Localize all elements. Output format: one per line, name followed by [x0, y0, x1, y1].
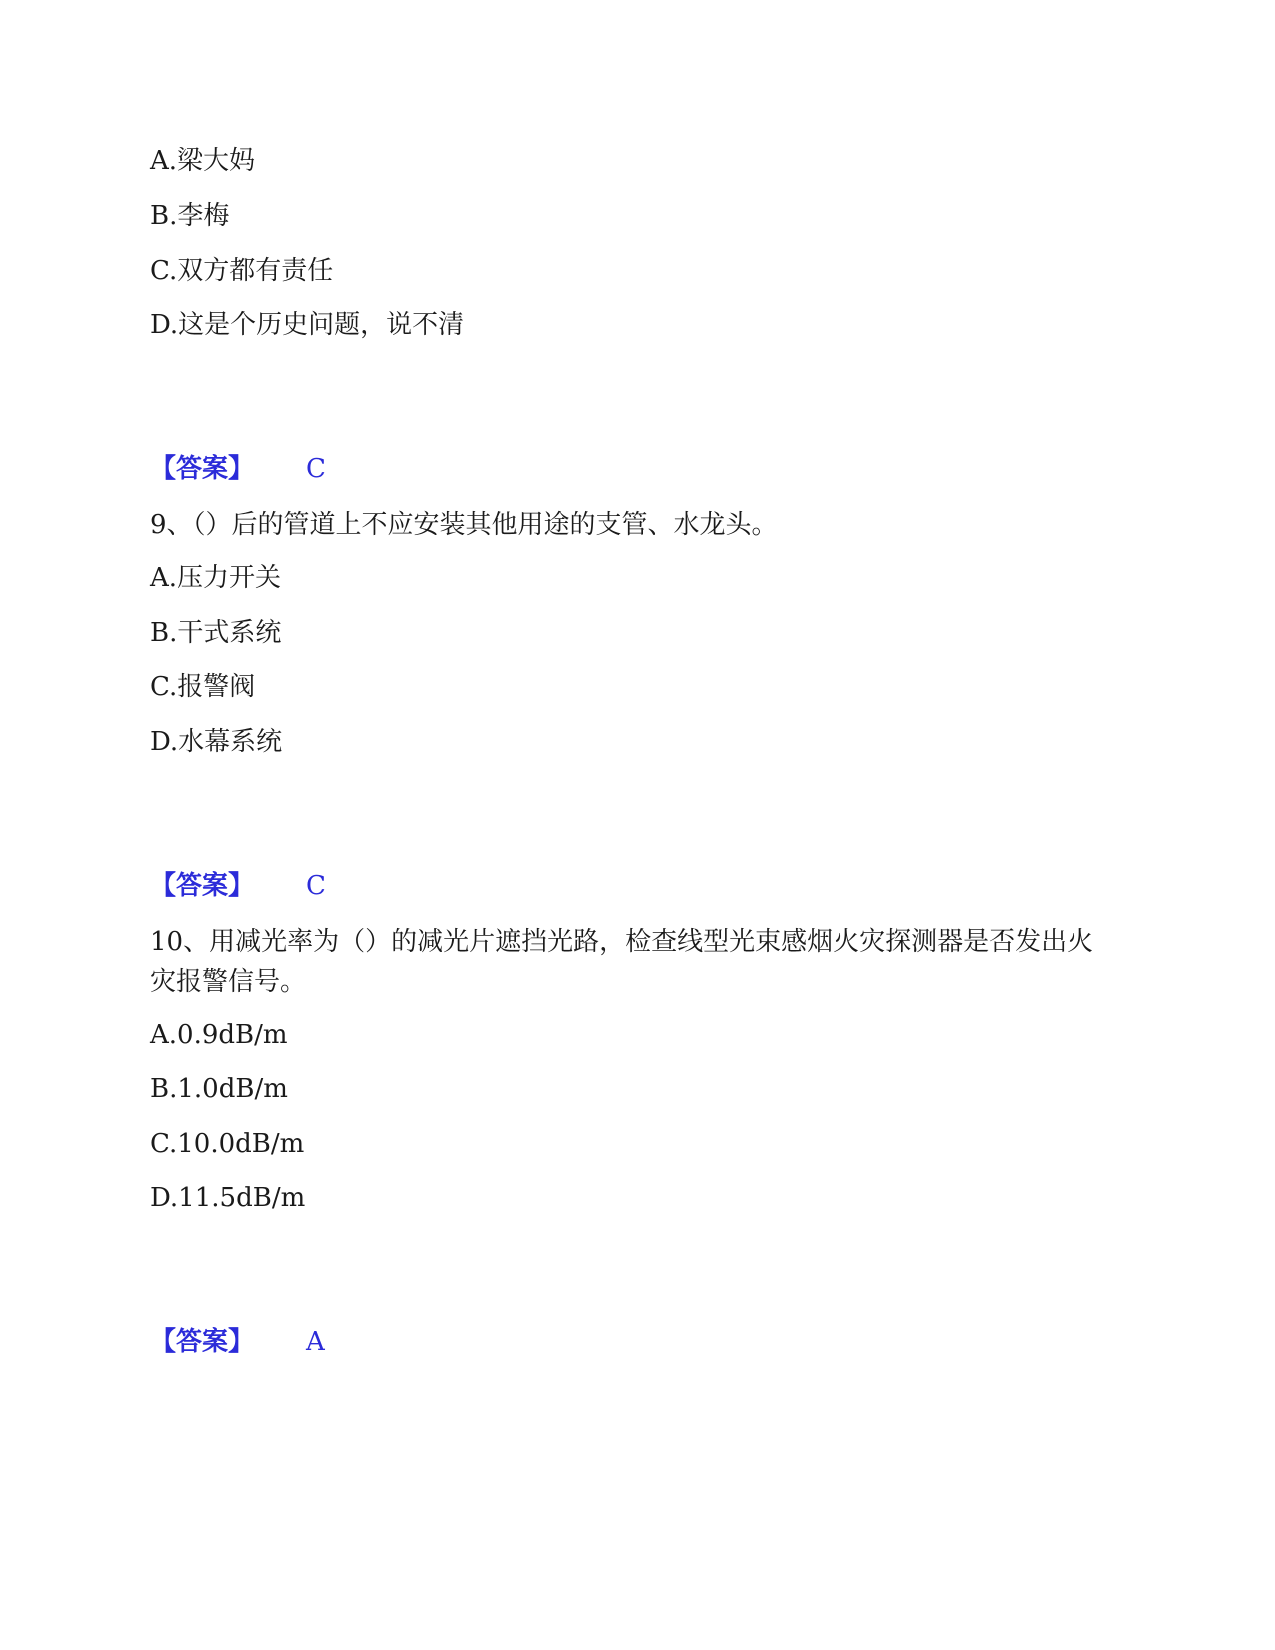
q9-stem: 9、（）后的管道上不应安装其他用途的支管、水龙头。 [150, 510, 778, 540]
answer-value: C [306, 454, 326, 484]
q8-option-c: C.双方都有责任 [150, 256, 334, 286]
q8-option-d: D.这是个历史问题，说不清 [150, 310, 465, 340]
q9-option-d: D.水幕系统 [150, 727, 283, 757]
q10-option-c: C.10.0dB/m [150, 1129, 305, 1159]
q10-option-d: D.11.5dB/m [150, 1183, 306, 1213]
answer-label: 【答案】 [150, 1327, 255, 1357]
answer-label: 【答案】 [150, 454, 255, 484]
answer-label: 【答案】 [150, 871, 255, 901]
answer-value: A [306, 1327, 325, 1357]
answer-value: C [306, 871, 326, 901]
q9-option-b: B.干式系统 [150, 618, 282, 648]
q8-answer [150, 452, 326, 486]
q9-option-c: C.报警阀 [150, 672, 256, 702]
q8-option-a: A.梁大妈 [150, 146, 256, 176]
q10-stem: 10、用减光率为（）的减光片遮挡光路，检查线型光束感烟火灾探测器是否发出火灾报警信号。 [150, 927, 1094, 997]
q9-option-a: A.压力开关 [150, 563, 282, 593]
q10-answer [150, 1325, 325, 1359]
q10-option-b: B.1.0dB/m [150, 1074, 288, 1104]
q9-answer [150, 869, 326, 903]
q10-option-a: A.0.9dB/m [150, 1020, 288, 1050]
q8-option-b: B.李梅 [150, 201, 230, 231]
